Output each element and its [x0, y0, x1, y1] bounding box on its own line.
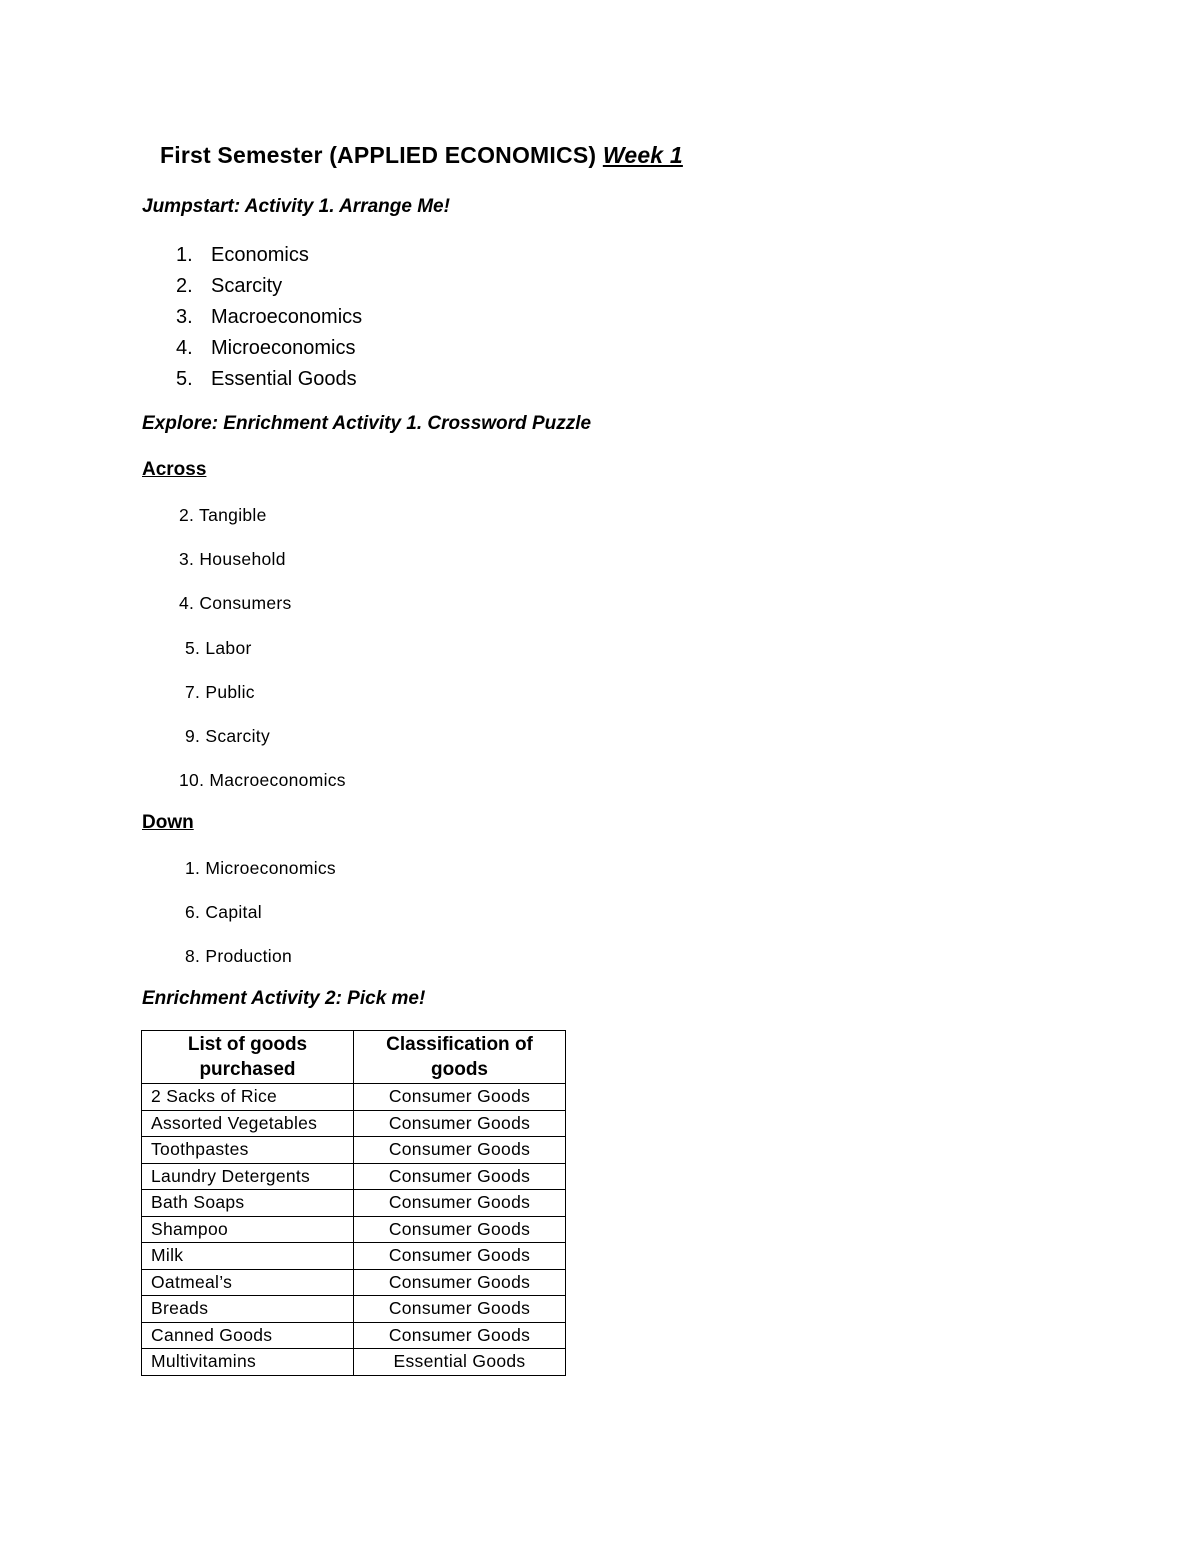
page-title: [160, 142, 683, 169]
table-row: [142, 1084, 566, 1111]
across-clue: 2. Tangible: [179, 505, 267, 525]
table-row: [142, 1243, 566, 1270]
across-clue: 7. Public: [185, 682, 255, 702]
list-item: 5. Essential Goods: [176, 368, 357, 390]
jumpstart-heading: Jumpstart: Activity 1. Arrange Me!: [142, 196, 450, 217]
goods-cell: Canned Goods: [142, 1322, 354, 1349]
table-row: [142, 1269, 566, 1296]
across-clue: 4. Consumers: [179, 593, 292, 613]
classification-cell: Consumer Goods: [354, 1137, 566, 1164]
across-label: Across: [142, 459, 207, 480]
table-row: [142, 1349, 566, 1376]
goods-cell: Laundry Detergents: [142, 1163, 354, 1190]
classification-cell: Essential Goods: [354, 1349, 566, 1376]
table-row: [142, 1137, 566, 1164]
classification-cell: Consumer Goods: [354, 1216, 566, 1243]
across-clue: 5. Labor: [185, 638, 252, 658]
goods-cell: 2 Sacks of Rice: [142, 1084, 354, 1111]
arrange-me-list: [176, 240, 362, 395]
table-row: [142, 1322, 566, 1349]
classification-cell: Consumer Goods: [354, 1243, 566, 1270]
classification-cell: Consumer Goods: [354, 1084, 566, 1111]
goods-cell: Assorted Vegetables: [142, 1110, 354, 1137]
list-item: 2. Scarcity: [176, 275, 283, 297]
goods-cell: Breads: [142, 1296, 354, 1323]
goods-cell: Toothpastes: [142, 1137, 354, 1164]
classification-cell: Consumer Goods: [354, 1163, 566, 1190]
title-main: First Semester (APPLIED ECONOMICS): [160, 142, 597, 168]
across-clue: 10. Macroeconomics: [179, 770, 346, 790]
across-clue: 9. Scarcity: [185, 726, 270, 746]
goods-cell: Multivitamins: [142, 1349, 354, 1376]
classification-cell: Consumer Goods: [354, 1322, 566, 1349]
classification-cell: Consumer Goods: [354, 1296, 566, 1323]
table-row: [142, 1296, 566, 1323]
down-clue: 1. Microeconomics: [185, 858, 336, 878]
goods-cell: Oatmeal’s: [142, 1269, 354, 1296]
goods-cell: Shampoo: [142, 1216, 354, 1243]
table-row: [142, 1216, 566, 1243]
goods-cell: Bath Soaps: [142, 1190, 354, 1217]
list-item: 3. Macroeconomics: [176, 306, 363, 328]
table-row: [142, 1163, 566, 1190]
table-header-row: [142, 1031, 566, 1084]
down-label: Down: [142, 812, 194, 833]
list-item: 4. Microeconomics: [176, 337, 356, 359]
table-row: [142, 1190, 566, 1217]
classification-cell: Consumer Goods: [354, 1190, 566, 1217]
across-clue: 3. Household: [179, 549, 286, 569]
classification-cell: Consumer Goods: [354, 1269, 566, 1296]
down-clue: 8. Production: [185, 946, 293, 966]
enrichment2-heading: Enrichment Activity 2: Pick me!: [142, 988, 426, 1009]
goods-table: [141, 1030, 566, 1376]
column-header: Classification of goods: [354, 1031, 566, 1084]
classification-cell: Consumer Goods: [354, 1110, 566, 1137]
explore-heading: Explore: Enrichment Activity 1. Crossword Puzzle: [142, 413, 592, 434]
down-clue: 6. Capital: [185, 902, 262, 922]
list-item: 1. Economics: [176, 244, 309, 266]
goods-cell: Milk: [142, 1243, 354, 1270]
title-week: Week 1: [602, 142, 683, 168]
table-row: [142, 1110, 566, 1137]
column-header: List of goods purchased: [142, 1031, 354, 1084]
